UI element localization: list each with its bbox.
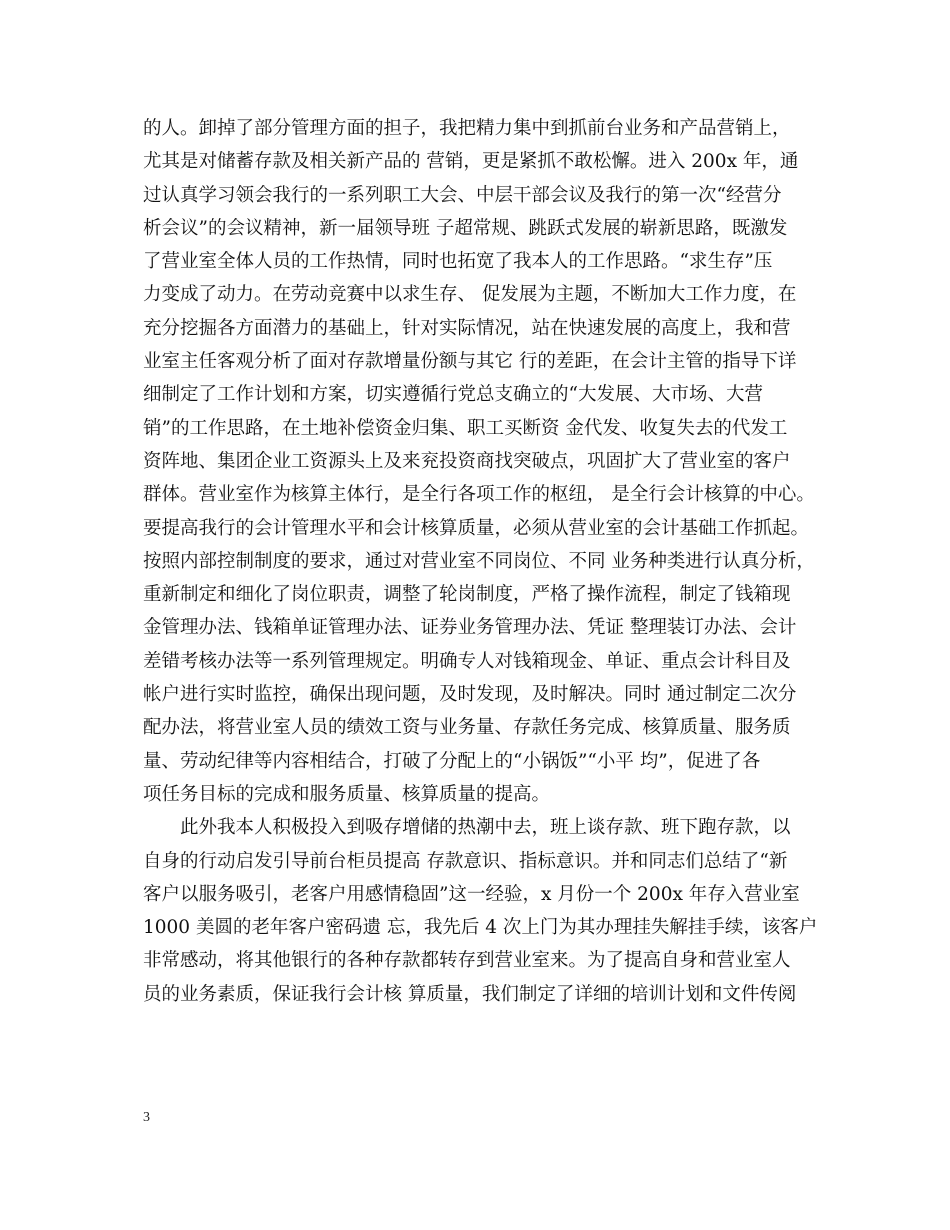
text-line: 要提高我行的会计管理水平和会计核算质量，必须从营业室的会计基础工作抓起。 [143,517,810,539]
text-line: 充分挖掘各方面潜力的基础上，针对实际情况，站在快速发展的高度上，我和营 [143,317,791,339]
text-line: 资阵地、集团企业工资源头上及来兖投资商找突破点，巩固扩大了营业室的客户 [143,450,791,472]
text-line: 此外我本人积极投入到吸存增储的热潮中去，班上谈存款、班下跑存款，以 [180,817,791,839]
text-line: 群体。营业室作为核算主体行，是全行各项工作的枢纽， 是全行会计核算的中心。 [143,484,815,506]
text-line: 销”的工作思路，在土地补偿资金归集、职工买断资 金代发、收复失去的代发工 [143,417,788,439]
text-line: 项任务目标的完成和服务质量、核算质量的提高。 [143,783,551,805]
text-line: 差错考核办法等一系列管理规定。明确专人对钱箱现金、单证、重点会计科目及 [143,650,791,672]
text-line: 析会议”的会议精神，新一届领导班 子超常规、跳跃式发展的崭新思路，既激发 [143,217,788,239]
text-line: 过认真学习领会我行的一系列职工大会、中层干部会议及我行的第一次“经营分 [143,184,782,206]
text-line: 1000 美圆的老年客户密码遗 忘，我先后 4 次上门为其办理挂失解挂手续，该客户 [143,917,818,939]
text-line: 按照内部控制制度的要求，通过对营业室不同岗位、不同 业务种类进行认真分析， [143,550,815,572]
text-line: 细制定了工作计划和方案，切实遵循行党总支确立的“大发展、大市场、大营 [143,384,763,406]
text-line: 尤其是对储蓄存款及相关新产品的 营销，更是紧抓不敢松懈。进入 200x 年，通 [143,151,799,173]
text-line: 配办法，将营业室人员的绩效工资与业务量、存款任务完成、核算质量、服务质 [143,717,791,739]
text-line: 自身的行动启发引导前台柜员提高 存款意识、指标意识。并和同志们总结了“新 [143,850,788,872]
text-line: 力变成了动力。在劳动竞赛中以求生存、 促发展为主题，不断加大工作力度，在 [143,284,797,306]
text-line: 重新制定和细化了岗位职责，调整了轮岗制度，严格了操作流程，制定了钱箱现 [143,584,791,606]
text-line: 帐户进行实时监控，确保出现问题，及时发现，及时解决。同时 通过制定二次分 [143,684,797,706]
text-line: 的人。卸掉了部分管理方面的担子，我把精力集中到抓前台业务和产品营销上， [143,118,791,139]
text-line: 业室主任客观分析了面对存款增量份额与其它 行的差距，在会计主管的指导下详 [143,351,797,373]
body-text [143,114,823,1013]
text-line: 员的业务素质，保证我行会计核 算质量，我们制定了详细的培训计划和文件传阅 [143,983,797,1005]
text-line: 量、劳动纪律等内容相结合，打破了分配上的“小锅饭”“小平 均”，促进了各 [143,750,761,772]
text-line: 了营业室全体人员的工作热情，同时也拓宽了我本人的工作思路。“求生存”压 [143,251,773,273]
text-line: 非常感动，将其他银行的各种存款都转存到营业室来。为了提高自身和营业室人 [143,950,791,972]
text-line: 客户以服务吸引，老客户用感情稳固”这一经验，x 月份一个 200x 年存入营业室 [143,883,800,905]
text-line: 金管理办法、钱箱单证管理办法、证券业务管理办法、凭证 整理装订办法、会计 [143,617,797,639]
page-number: 3 [143,1110,150,1125]
